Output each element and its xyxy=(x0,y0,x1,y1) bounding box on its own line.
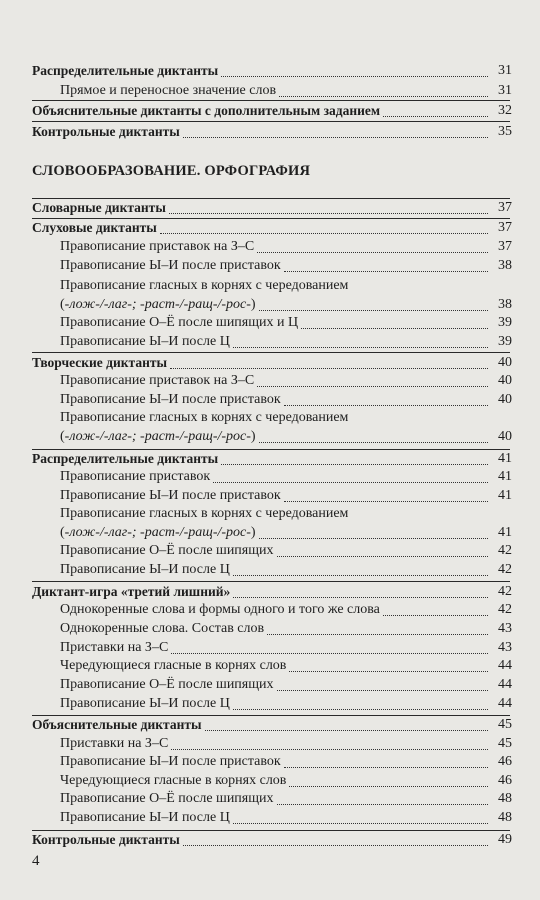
entry-title: Приставки на З–С xyxy=(60,640,169,655)
dot-leader xyxy=(221,464,488,465)
dot-leader xyxy=(284,271,488,272)
dot-leader xyxy=(233,597,488,598)
entry-page-number: 42 xyxy=(498,543,512,558)
entry-page-number: 43 xyxy=(498,621,512,636)
toc-section-entry xyxy=(0,121,540,143)
dot-leader xyxy=(170,368,488,369)
entry-title: (-лож-/-лаг-; -раст-/-ращ-/-рос-) xyxy=(60,525,256,540)
dot-leader xyxy=(169,213,488,214)
entry-title: Правописание Ы–И после приставок xyxy=(60,754,281,769)
toc-section-entry xyxy=(0,829,540,851)
chapter-heading: СЛОВООБРАЗОВАНИЕ. ОРФОГРАФИЯ xyxy=(32,163,311,179)
dot-leader xyxy=(257,252,488,253)
toc-entry xyxy=(0,426,540,448)
toc-section-entry xyxy=(0,60,540,82)
entry-page-number: 37 xyxy=(498,239,512,254)
dot-leader xyxy=(284,501,488,502)
entry-title: Правописание Ы–И после Ц xyxy=(60,810,230,825)
section-divider xyxy=(32,581,510,582)
toc-entry xyxy=(0,559,540,581)
entry-title: Правописание О–Ё после шипящих xyxy=(60,791,274,806)
dot-leader xyxy=(183,137,488,138)
entry-title: Правописание Ы–И после приставок xyxy=(60,392,281,407)
dot-leader xyxy=(233,709,488,710)
entry-page-number: 40 xyxy=(498,355,512,370)
entry-title: Контрольные диктанты xyxy=(32,832,180,847)
entry-page-number: 39 xyxy=(498,334,512,349)
entry-page-number: 46 xyxy=(498,773,512,788)
entry-page-number: 41 xyxy=(498,488,512,503)
entry-page-number: 31 xyxy=(498,63,512,78)
entry-title: Правописание Ы–И после Ц xyxy=(60,696,230,711)
toc-entry xyxy=(0,80,540,102)
dot-leader xyxy=(183,845,488,846)
entry-title: Чередующиеся гласные в корнях слов xyxy=(60,658,287,673)
dot-leader xyxy=(259,538,488,539)
entry-page-number: 32 xyxy=(498,103,512,118)
section-divider xyxy=(32,352,510,353)
entry-title: Правописание приставок на З–С xyxy=(60,239,255,254)
entry-title: Правописание приставок на З–С xyxy=(60,373,255,388)
entry-title: Распределительные диктанты xyxy=(32,451,219,466)
toc-entry xyxy=(0,255,540,277)
entry-title: Однокоренные слова и формы одного и того же слова xyxy=(60,602,380,617)
entry-page-number: 44 xyxy=(498,696,512,711)
toc-entry xyxy=(0,693,540,715)
entry-page-number: 48 xyxy=(498,791,512,806)
dot-leader xyxy=(257,386,488,387)
entry-title: Чередующиеся гласные в корнях слов xyxy=(60,773,287,788)
dot-leader xyxy=(233,347,488,348)
entry-page-number: 41 xyxy=(498,469,512,484)
entry-page-number: 45 xyxy=(498,736,512,751)
dot-leader xyxy=(301,328,488,329)
entry-title: Однокоренные слова. Состав слов xyxy=(60,621,265,636)
entry-title: Диктант-игра «третий лишний» xyxy=(32,584,231,599)
dot-leader xyxy=(221,76,488,77)
entry-title: Приставки на З–С xyxy=(60,736,169,751)
dot-leader xyxy=(205,730,488,731)
entry-title: (-лож-/-лаг-; -раст-/-ращ-/-рос-) xyxy=(60,429,256,444)
dot-leader xyxy=(383,615,488,616)
dot-leader xyxy=(279,96,488,97)
entry-page-number: 48 xyxy=(498,810,512,825)
toc-section-entry xyxy=(0,100,540,122)
entry-title: Правописание Ы–И после приставок xyxy=(60,488,281,503)
entry-page-number: 38 xyxy=(498,297,512,312)
toc-entry xyxy=(0,331,540,353)
entry-page-number: 37 xyxy=(498,200,512,215)
entry-title: Словарные диктанты xyxy=(32,200,166,215)
dot-leader xyxy=(284,405,488,406)
dot-leader xyxy=(289,671,488,672)
entry-title: Слуховые диктанты xyxy=(32,220,157,235)
section-divider xyxy=(32,198,510,199)
dot-leader xyxy=(213,482,488,483)
entry-page-number: 40 xyxy=(498,429,512,444)
dot-leader xyxy=(259,442,488,443)
entry-title: Правописание Ы–И после Ц xyxy=(60,562,230,577)
entry-page-number: 43 xyxy=(498,640,512,655)
entry-title: Контрольные диктанты xyxy=(32,124,180,139)
entry-title: Правописание гласных в корнях с чередованием xyxy=(60,410,349,425)
section-divider xyxy=(32,715,510,716)
section-divider xyxy=(32,121,510,122)
dot-leader xyxy=(277,804,488,805)
section-divider xyxy=(32,218,510,219)
entry-title: Правописание О–Ё после шипящих xyxy=(60,543,274,558)
entry-title: Правописание Ы–И после Ц xyxy=(60,334,230,349)
entry-title: Распределительные диктанты xyxy=(32,63,219,78)
entry-page-number: 40 xyxy=(498,373,512,388)
entry-page-number: 44 xyxy=(498,658,512,673)
entry-page-number: 46 xyxy=(498,754,512,769)
dot-leader xyxy=(233,823,488,824)
entry-page-number: 41 xyxy=(498,525,512,540)
entry-title: Правописание О–Ё после шипящих и Ц xyxy=(60,315,299,330)
section-divider xyxy=(32,449,510,450)
entry-page-number: 42 xyxy=(498,562,512,577)
dot-leader xyxy=(289,786,488,787)
entry-title: Объяснительные диктанты xyxy=(32,717,202,732)
toc-section-entry xyxy=(0,197,540,219)
dot-leader xyxy=(267,634,488,635)
dot-leader xyxy=(171,653,488,654)
entry-page-number: 42 xyxy=(498,602,512,617)
entry-title: Объяснительные диктанты с дополнительным заданием xyxy=(32,103,381,118)
entry-page-number: 37 xyxy=(498,220,512,235)
entry-page-number: 45 xyxy=(498,717,512,732)
dot-leader xyxy=(383,116,488,117)
entry-title: (-лож-/-лаг-; -раст-/-ращ-/-рос-) xyxy=(60,297,256,312)
entry-page-number: 41 xyxy=(498,451,512,466)
entry-title: Правописание гласных в корнях с чередованием xyxy=(60,278,349,293)
dot-leader xyxy=(284,767,488,768)
entry-title: Прямое и переносное значение слов xyxy=(60,83,277,98)
dot-leader xyxy=(277,556,488,557)
entry-page-number: 49 xyxy=(498,832,512,847)
entry-title: Правописание Ы–И после приставок xyxy=(60,258,281,273)
dot-leader xyxy=(233,575,488,576)
entry-page-number: 31 xyxy=(498,83,512,98)
dot-leader xyxy=(171,749,488,750)
entry-page-number: 40 xyxy=(498,392,512,407)
section-divider xyxy=(32,830,510,831)
entry-page-number: 38 xyxy=(498,258,512,273)
entry-title: Творческие диктанты xyxy=(32,355,168,370)
toc-entry xyxy=(0,807,540,829)
dot-leader xyxy=(277,690,488,691)
dot-leader xyxy=(160,233,488,234)
entry-page-number: 35 xyxy=(498,124,512,139)
entry-page-number: 39 xyxy=(498,315,512,330)
page-number: 4 xyxy=(32,853,40,869)
dot-leader xyxy=(259,310,488,311)
entry-page-number: 42 xyxy=(498,584,512,599)
section-divider xyxy=(32,100,510,101)
entry-title: Правописание приставок xyxy=(60,469,211,484)
entry-page-number: 44 xyxy=(498,677,512,692)
entry-title: Правописание О–Ё после шипящих xyxy=(60,677,274,692)
entry-title: Правописание гласных в корнях с чередованием xyxy=(60,506,349,521)
